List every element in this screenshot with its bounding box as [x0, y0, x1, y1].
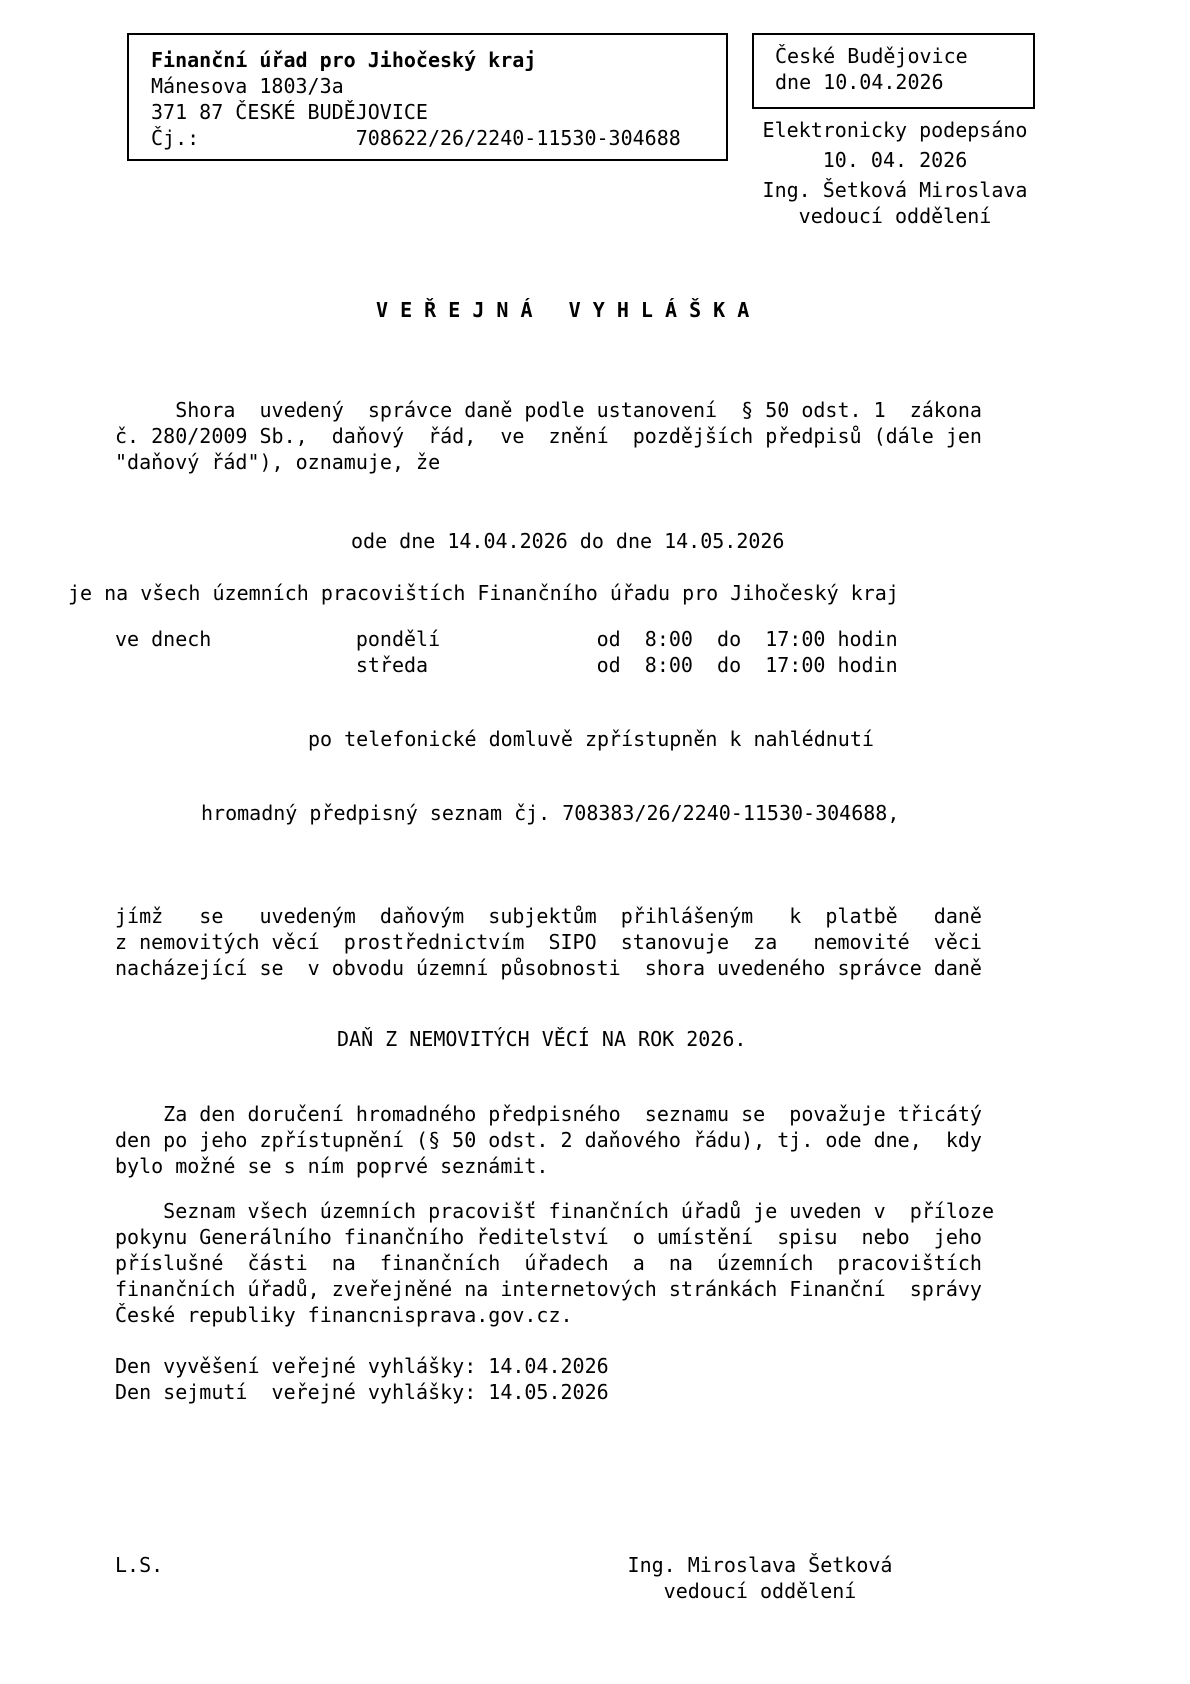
- schedule-line-monday: ve dnech pondělí od 8:00 do 17:00 hodin: [115, 627, 898, 651]
- sipo-paragraph-line: nacházející se v obvodu územní působnosti shora uvedeného správce daně: [115, 956, 982, 980]
- offices-paragraph-line: pokynu Generálního finančního ředitelství o umístění spisu nebo jeho: [115, 1225, 982, 1249]
- assessment-list-number-line: hromadný předpisný seznam čj. 708383/26/2240-11530-304688,: [201, 801, 900, 825]
- reference-number: Čj.: 708622/26/2240-11530-304688: [151, 126, 681, 150]
- issue-place: České Budějovice: [775, 44, 968, 68]
- delivery-paragraph-line: den po jeho zpřístupnění (§ 50 odst. 2 daňového řádu), tj. ode dne, kdy: [115, 1128, 982, 1152]
- delivery-paragraph-line: Za den doručení hromadného předpisného seznamu se považuje třicátý: [115, 1102, 982, 1126]
- intro-paragraph-line: č. 280/2009 Sb., daňový řád, ve znění pozdějších předpisů (dále jen: [115, 424, 982, 448]
- schedule-line-wednesday: středa od 8:00 do 17:00 hodin: [115, 653, 898, 677]
- esign-role: vedoucí oddělení: [798, 204, 992, 228]
- sender-name: Finanční úřad pro Jihočeský kraj: [151, 48, 537, 72]
- offices-paragraph-line: Seznam všech územních pracovišť finančních úřadů je uveden v příloze: [115, 1199, 994, 1223]
- signature-name: Ing. Miroslava Šetková: [627, 1553, 893, 1577]
- sender-city: 371 87 ČESKÉ BUDĚJOVICE: [151, 100, 428, 124]
- scope-line: je na všech územních pracovištích Finančního úřadu pro Jihočeský kraj: [68, 581, 899, 605]
- sipo-paragraph-line: jímž se uvedeným daňovým subjektům přihlášeným k platbě daně: [115, 904, 982, 928]
- signature-role: vedoucí oddělení: [663, 1579, 857, 1603]
- esign-status: Elektronicky podepsáno: [762, 118, 1028, 142]
- ls-stamp: L.S.: [115, 1553, 164, 1577]
- tax-year-line: DAŇ Z NEMOVITÝCH VĚCÍ NA ROK 2026.: [337, 1027, 747, 1051]
- phone-arrangement-line: po telefonické domluvě zpřístupněn k nahlédnutí: [308, 727, 874, 751]
- esign-date: 10. 04. 2026: [822, 148, 968, 172]
- removal-date-line: Den sejmutí veřejné vyhlášky: 14.05.2026: [115, 1380, 609, 1404]
- intro-paragraph-line: "daňový řád"), oznamuje, že: [115, 450, 441, 474]
- sender-street: Mánesova 1803/3a: [151, 74, 344, 98]
- sipo-paragraph-line: z nemovitých věcí prostřednictvím SIPO stanovuje za nemovité věci: [115, 930, 982, 954]
- posting-date-line: Den vyvěšení veřejné vyhlášky: 14.04.2026: [115, 1354, 609, 1378]
- intro-paragraph-line: Shora uvedený správce daně podle ustanovení § 50 odst. 1 zákona: [115, 398, 982, 422]
- notice-title: V E Ř E J N Á V Y H L Á Š K A: [376, 298, 750, 322]
- availability-dates-line: ode dne 14.04.2026 do dne 14.05.2026: [351, 529, 785, 553]
- issue-date: dne 10.04.2026: [775, 70, 944, 94]
- offices-paragraph-line: České republiky financnisprava.gov.cz.: [115, 1303, 573, 1327]
- offices-paragraph-line: finančních úřadů, zveřejněné na internetových stránkách Finanční správy: [115, 1277, 982, 1301]
- delivery-paragraph-line: bylo možné se s ním poprvé seznámit.: [115, 1154, 549, 1178]
- esign-signer: Ing. Šetková Miroslava: [762, 178, 1028, 202]
- offices-paragraph-line: příslušné části na finančních úřadech a na územních pracovištích: [115, 1251, 982, 1275]
